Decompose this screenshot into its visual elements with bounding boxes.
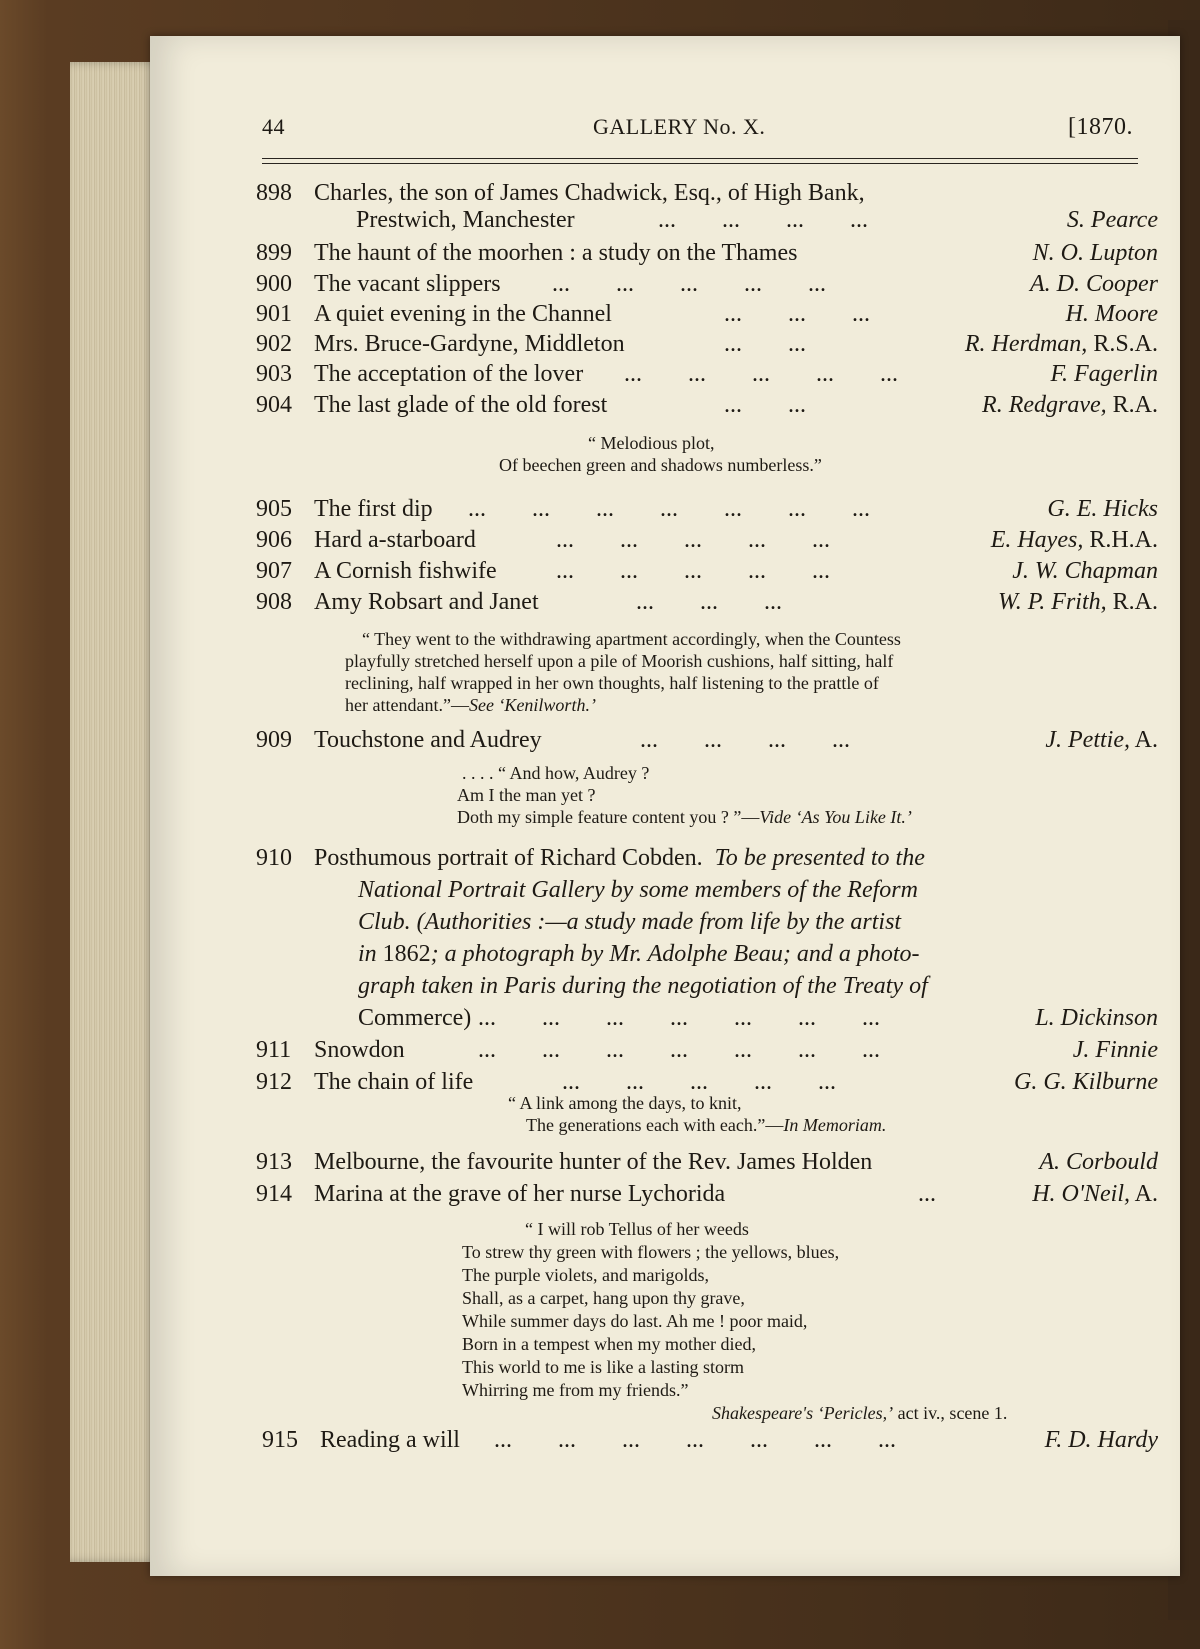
- quote-line: While summer days do last. Ah me ! poor maid,: [462, 1311, 808, 1331]
- entry-number: 899: [256, 240, 292, 266]
- entry-title: Snowdon: [314, 1037, 405, 1063]
- entry-number: 898: [256, 180, 292, 206]
- entry-title: Charles, the son of James Chadwick, Esq., of High Bank,: [314, 180, 865, 206]
- catalogue-entry-900: [256, 268, 1158, 300]
- entry-artist: L. Dickinson: [1035, 1005, 1158, 1031]
- entry-title: The haunt of the moorhen : a study on the Thames: [314, 240, 798, 266]
- leader-dots: ...: [918, 1181, 936, 1207]
- entry-artist: A. Corbould: [1039, 1149, 1158, 1175]
- entry-title: The first dip: [314, 496, 433, 522]
- leader-dots: ... ... ... ... ... ... ...: [478, 1005, 880, 1031]
- entry-number: 910: [256, 845, 292, 871]
- catalogue-entry-909: [256, 724, 1158, 756]
- leader-dots: ... ... ... ... ... ... ...: [478, 1037, 880, 1063]
- leader-dots: ... ... ... ...: [640, 727, 850, 753]
- quote-line: This world to me is like a lasting storm: [462, 1357, 744, 1377]
- entry-artist: J. Finnie: [1072, 1037, 1158, 1063]
- header-rule-bottom: [262, 163, 1138, 164]
- entry-number: 902: [256, 331, 292, 357]
- header-rule-top: [262, 158, 1138, 159]
- entry-title: Hard a-starboard: [314, 527, 476, 553]
- entry-note-line: graph taken in Paris during the negotiation of the Treaty of: [358, 973, 928, 999]
- entry-artist: G. G. Kilburne: [1014, 1069, 1158, 1095]
- quote-line: Am I the man yet ?: [457, 785, 596, 805]
- entry-title: A quiet evening in the Channel: [314, 301, 612, 327]
- entry-title: Mrs. Bruce-Gardyne, Middleton: [314, 331, 625, 357]
- page-title: GALLERY No. X.: [593, 114, 766, 139]
- entry-artist: G. E. Hicks: [1047, 496, 1158, 522]
- quote-line: playfully stretched herself upon a pile of Moorish cushions, half sitting, half: [345, 651, 894, 671]
- leader-dots: ... ... ... ... ...: [556, 527, 830, 553]
- quote-line: reclining, half wrapped in her own thoughts, half listening to the prattle of: [345, 673, 879, 693]
- entry-number: 901: [256, 301, 292, 327]
- catalogue-entry-910-continued: [256, 1002, 1158, 1034]
- entry-note-line: Commerce): [358, 1005, 472, 1031]
- quote-line: “ Melodious plot,: [588, 433, 715, 453]
- entry-artist: J. Pettie, A.: [1045, 727, 1158, 753]
- catalogue-entry-906: [256, 524, 1158, 556]
- entry-title: Marina at the grave of her nurse Lychorida: [314, 1181, 726, 1207]
- quote-line: “ I will rob Tellus of her weeds: [525, 1219, 749, 1239]
- quote-line: Doth my simple feature content you ? ”—Vide ‘As You Like It.’: [457, 807, 912, 827]
- entry-title: The vacant slippers: [314, 271, 501, 297]
- entry-artist: F. Fagerlin: [1050, 361, 1158, 387]
- quote-line: The generations each with each.”—In Memoriam.: [526, 1115, 887, 1135]
- catalogue-entry-903: [256, 358, 1158, 390]
- entry-number: 907: [256, 558, 292, 584]
- entry-artist: H. O'Neil, A.: [1032, 1181, 1158, 1207]
- entry-title: Reading a will: [320, 1427, 460, 1453]
- entry-title: The chain of life: [314, 1069, 474, 1095]
- entry-number: 914: [256, 1181, 292, 1207]
- catalogue-entry-904: [256, 389, 1158, 421]
- quote-line: Shall, as a carpet, hang upon thy grave,: [462, 1288, 745, 1308]
- entry-title: Amy Robsart and Janet: [314, 589, 539, 615]
- leader-dots: ... ...: [724, 331, 806, 357]
- entry-artist: H. Moore: [1065, 301, 1158, 327]
- catalogue-entry-913: [256, 1146, 1158, 1178]
- entry-number: 911: [256, 1037, 292, 1063]
- entry-number: 903: [256, 361, 292, 387]
- entry-artist: R. Redgrave, R.A.: [982, 392, 1158, 418]
- entry-number: 912: [256, 1069, 292, 1095]
- leader-dots: ... ... ... ... ... ... ...: [494, 1427, 896, 1453]
- entry-artist: W. P. Frith, R.A.: [997, 589, 1158, 615]
- entry-artist: N. O. Lupton: [1032, 240, 1158, 266]
- quote-line: “ They went to the withdrawing apartment accordingly, when the Countess: [362, 629, 901, 649]
- entry-title-continued: Prestwich, Manchester: [356, 207, 575, 233]
- entry-title: The last glade of the old forest: [314, 392, 608, 418]
- entry-artist: F. D. Hardy: [1044, 1427, 1158, 1453]
- quote-line: “ A link among the days, to knit,: [508, 1093, 742, 1113]
- quote-line: her attendant.”—See ‘Kenilworth.’: [345, 695, 596, 715]
- leader-dots: ... ... ...: [724, 301, 870, 327]
- entry-artist: E. Hayes, R.H.A.: [990, 527, 1158, 553]
- entry-number: 906: [256, 527, 292, 553]
- leader-dots: ... ... ...: [636, 589, 782, 615]
- entry-number: 905: [256, 496, 292, 522]
- catalogue-entry-915: [262, 1424, 1158, 1456]
- leader-dots: ... ... ... ... ...: [552, 271, 826, 297]
- leader-dots: ... ... ... ... ...: [562, 1069, 836, 1095]
- leader-dots: ... ... ... ... ... ... ...: [468, 496, 870, 522]
- page-number: 44: [262, 114, 285, 139]
- quote-line: . . . . “ And how, Audrey ?: [462, 763, 650, 783]
- quote-line: Born in a tempest when my mother died,: [462, 1334, 756, 1354]
- entry-number: 908: [256, 589, 292, 615]
- quote-attribution: Shakespeare's ‘Pericles,’ act iv., scene 1.: [712, 1403, 1008, 1423]
- entry-number: 904: [256, 392, 292, 418]
- entry-artist: A. D. Cooper: [1030, 271, 1158, 297]
- entry-number: 915: [262, 1427, 298, 1453]
- entry-number: 913: [256, 1149, 292, 1175]
- page-year: [1870.: [1068, 114, 1133, 140]
- catalogue-entry-908: [256, 586, 1158, 618]
- entry-artist: R. Herdman, R.S.A.: [964, 331, 1158, 357]
- entry-note-line: Club. (Authorities :—a study made from life by the artist: [358, 909, 902, 935]
- quote-line: The purple violets, and marigolds,: [462, 1265, 709, 1285]
- entry-title: Posthumous portrait of Richard Cobden. To be presented to the: [314, 845, 925, 871]
- leader-dots: ... ...: [724, 392, 806, 418]
- entry-note-line: National Portrait Gallery by some members of the Reform: [358, 877, 918, 903]
- entry-title: A Cornish fishwife: [314, 558, 497, 584]
- catalogue-entry-902: [256, 328, 1158, 360]
- catalogue-entry-911: [256, 1034, 1158, 1066]
- entry-note-line: in 1862; a photograph by Mr. Adolphe Beau; and a photo-: [358, 941, 920, 967]
- entry-title: The acceptation of the lover: [314, 361, 584, 387]
- entry-number: 909: [256, 727, 292, 753]
- quote-line: To strew thy green with flowers ; the yellows, blues,: [462, 1242, 840, 1262]
- catalogue-entry-910: [256, 842, 1158, 874]
- entry-title: Melbourne, the favourite hunter of the Rev. James Holden: [314, 1149, 873, 1175]
- quote-line: Of beechen green and shadows numberless.”: [499, 455, 822, 475]
- quote-line: Whirring me from my friends.”: [462, 1380, 689, 1400]
- catalogue-entry-901: [256, 298, 1158, 330]
- leader-dots: ... ... ... ...: [658, 207, 868, 233]
- entry-artist: S. Pearce: [1066, 207, 1158, 233]
- entry-number: 900: [256, 271, 292, 297]
- catalogue-entry-914: [256, 1178, 1158, 1210]
- leader-dots: ... ... ... ... ...: [624, 361, 898, 387]
- leader-dots: ... ... ... ... ...: [556, 558, 830, 584]
- entry-artist: J. W. Chapman: [1012, 558, 1158, 584]
- catalogue-entry-898-continued: [256, 204, 1158, 236]
- catalogue-entry-907: [256, 555, 1158, 587]
- catalogue-entry-899: [256, 237, 1158, 269]
- entry-title: Touchstone and Audrey: [314, 727, 542, 753]
- catalogue-entry-905: [256, 493, 1158, 525]
